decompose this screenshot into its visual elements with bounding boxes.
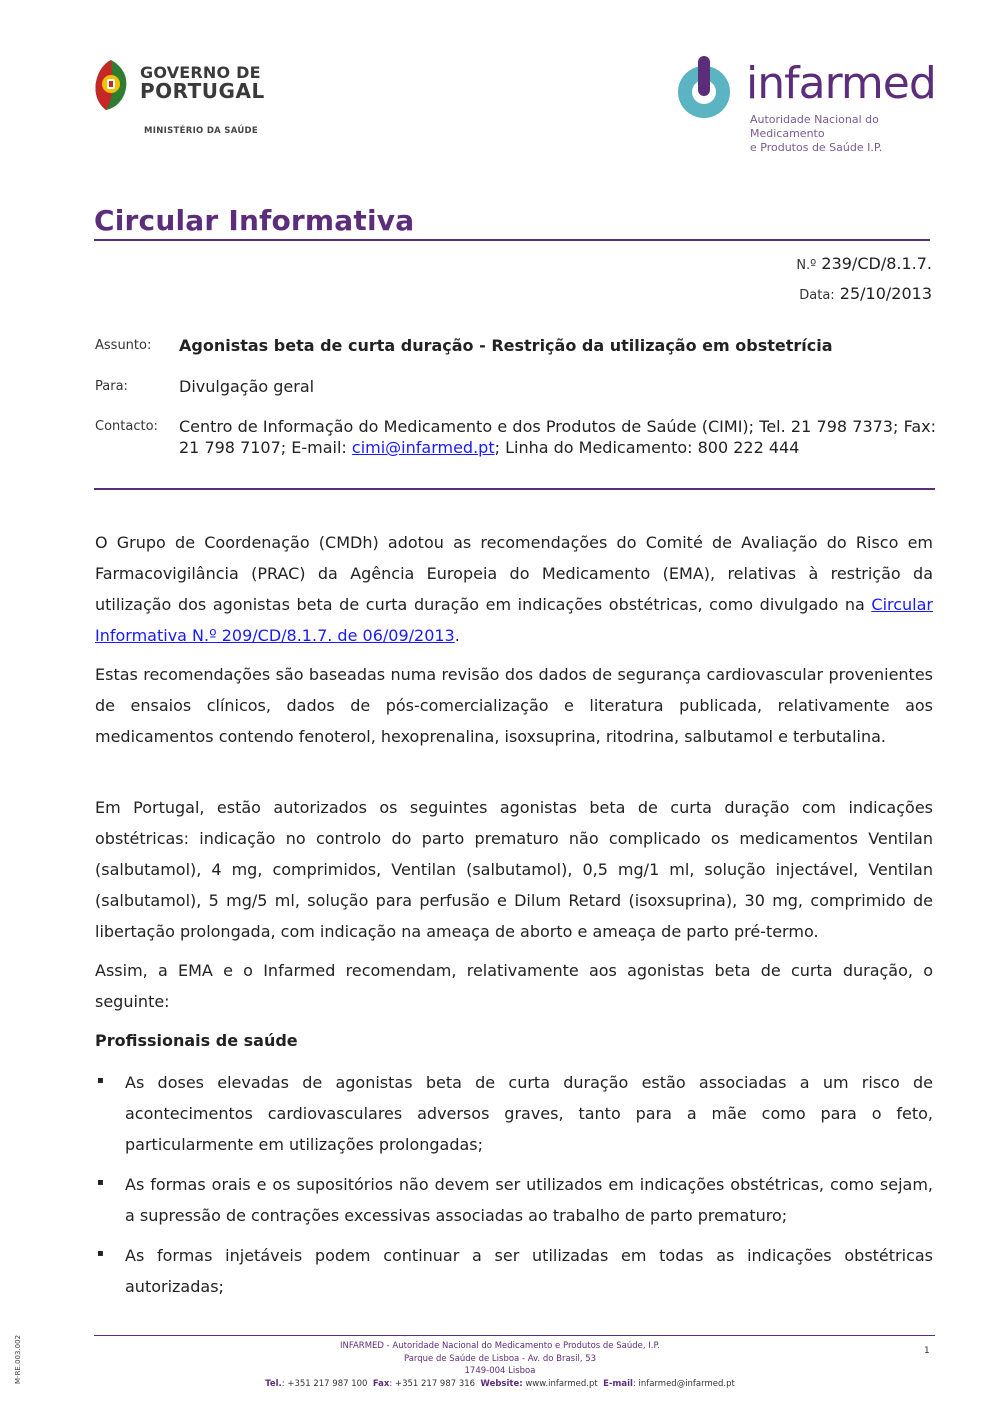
contact-label: Contacto: — [95, 419, 158, 434]
infarmed-mark-icon — [676, 56, 738, 118]
agency-subtitle-line2: e Produtos de Saúde I.P. — [750, 141, 883, 154]
title-divider — [94, 239, 930, 241]
government-logo — [92, 56, 265, 136]
footer-city: 1749-004 Lisboa — [464, 1366, 536, 1376]
portugal-emblem-icon — [92, 58, 130, 112]
footer-contacts — [150, 1378, 850, 1390]
footer-divider — [94, 1335, 935, 1336]
to-value: Divulgação geral — [179, 377, 315, 396]
paragraph-2: Estas recomendações são baseadas numa revisão dos dados de segurança cardiovascular provenientes de ensaios clínicos, dados de pós-comercialização e literatura publicada, relativamente aos medicamentos contendo fenoterol, hexoprenalina, isoxsuprina, ritodrina, salbutamol e terbutalina. — [95, 665, 933, 746]
government-name — [140, 63, 265, 103]
bullet-marker: ▪ — [97, 1075, 104, 1086]
bullet-item: As doses elevadas de agonistas beta de curta duração estão associadas a um risco de acontecimentos cardiovasculares adversos graves, tanto para a mãe como para o feto, particularmente em utilizações prolongadas; — [125, 1073, 933, 1154]
footer-tel-label: Tel. — [265, 1379, 282, 1389]
paragraph-1 — [95, 527, 933, 651]
ministry-name: MINISTÉRIO DA SAÚDE — [144, 126, 259, 136]
date-label: Data: — [799, 288, 835, 303]
bullet-item: As formas orais e os supositórios não devem ser utilizados em indicações obstétricas, como sejam, a supressão de contrações excessivas associadas ao trabalho de parto prematuro; — [125, 1175, 933, 1225]
circular-reference-link[interactable]: Circular Informativa N.º 209/CD/8.1.7. de 06/09/2013 — [95, 595, 933, 645]
contact-text: Centro de Informação do Medicamento e dos Produtos de Saúde (CIMI); Tel. 21 798 7373; Fax: 21 798 7107; E-mail: — [179, 417, 936, 457]
footer-website[interactable]: www.infarmed.pt — [522, 1379, 598, 1389]
number-label: N.º — [796, 258, 817, 273]
footer-email[interactable]: : infarmed@infarmed.pt — [632, 1379, 735, 1389]
bullet-marker: ▪ — [97, 1248, 104, 1259]
government-name-line2: PORTUGAL — [140, 79, 265, 103]
bullet-item: As formas injetáveis podem continuar a ser utilizadas em todas as indicações obstétricas autorizadas; — [125, 1246, 933, 1296]
document-date — [799, 284, 932, 303]
subject-label: Assunto: — [95, 338, 152, 353]
meta-divider — [94, 488, 935, 490]
footer-fax: : +351 217 987 316 — [389, 1379, 476, 1389]
agency-subtitle-line1: Autoridade Nacional do Medicamento — [750, 113, 879, 140]
contact-value — [179, 416, 936, 458]
footer-tel: : +351 217 987 100 — [281, 1379, 368, 1389]
footer-fax-label: Fax — [372, 1379, 390, 1389]
infarmed-logo — [676, 56, 936, 154]
paragraph-3: Em Portugal, estão autorizados os seguintes agonistas beta de curta duração com indicações obstétricas: indicação no controlo do parto prematuro não complicado os medicamentos Ventilan (salbutamol), 4 mg, comprimidos, Ventilan (salbutamol), 0,5 mg/1 ml, solução injectável, Ventilan (salbutamol), 5 mg/5 ml, solução para perfusão e Dilum Retard (isoxsuprina), 30 mg, comprimido de libertação prolongada, com indicação na ameaça de aborto e ameaça de parto pré-termo. — [95, 798, 933, 941]
section-title: Profissionais de saúde — [95, 1031, 298, 1050]
bullet-marker: ▪ — [97, 1177, 104, 1188]
to-label: Para: — [95, 379, 128, 394]
subject-value: Agonistas beta de curta duração - Restrição da utilização em obstetrícia — [179, 336, 833, 355]
government-name-line1: GOVERNO DE — [140, 63, 261, 82]
footer-agency: INFARMED - Autoridade Nacional do Medicamento e Produtos de Saúde, I.P. — [340, 1341, 660, 1351]
page-number: 1 — [924, 1346, 930, 1356]
paragraph-1-end: . — [454, 626, 460, 645]
document-title: Circular Informativa — [94, 204, 415, 237]
contact-email-link[interactable]: cimi@infarmed.pt — [351, 438, 495, 457]
footer-email-label: E-mail — [603, 1379, 633, 1389]
contact-text-end: ; Linha do Medicamento: 800 222 444 — [494, 438, 800, 457]
number-value: 239/CD/8.1.7. — [821, 254, 932, 273]
paragraph-4: Assim, a EMA e o Infarmed recomendam, relativamente aos agonistas beta de curta duração, o seguinte: — [95, 961, 933, 1011]
footer-address: Parque de Saúde de Lisboa - Av. do Brasil, 53 — [403, 1354, 597, 1364]
paragraph-1-text: O Grupo de Coordenação (CMDh) adotou as recomendações do Comité de Avaliação do Risco em Farmacovigilância (PRAC) da Agência Europeia do Medicamento (EMA), relativas à restrição da utilização dos agonistas beta de curta duração em indicações obstétricas, como divulgado na — [95, 533, 933, 614]
footer-website-label: Website: — [480, 1379, 523, 1389]
date-value: 25/10/2013 — [839, 284, 932, 303]
agency-name: infarmed — [746, 58, 936, 109]
document-number — [796, 254, 932, 273]
form-code: M-RE.003.002 — [14, 1334, 22, 1384]
agency-subtitle — [750, 113, 936, 155]
